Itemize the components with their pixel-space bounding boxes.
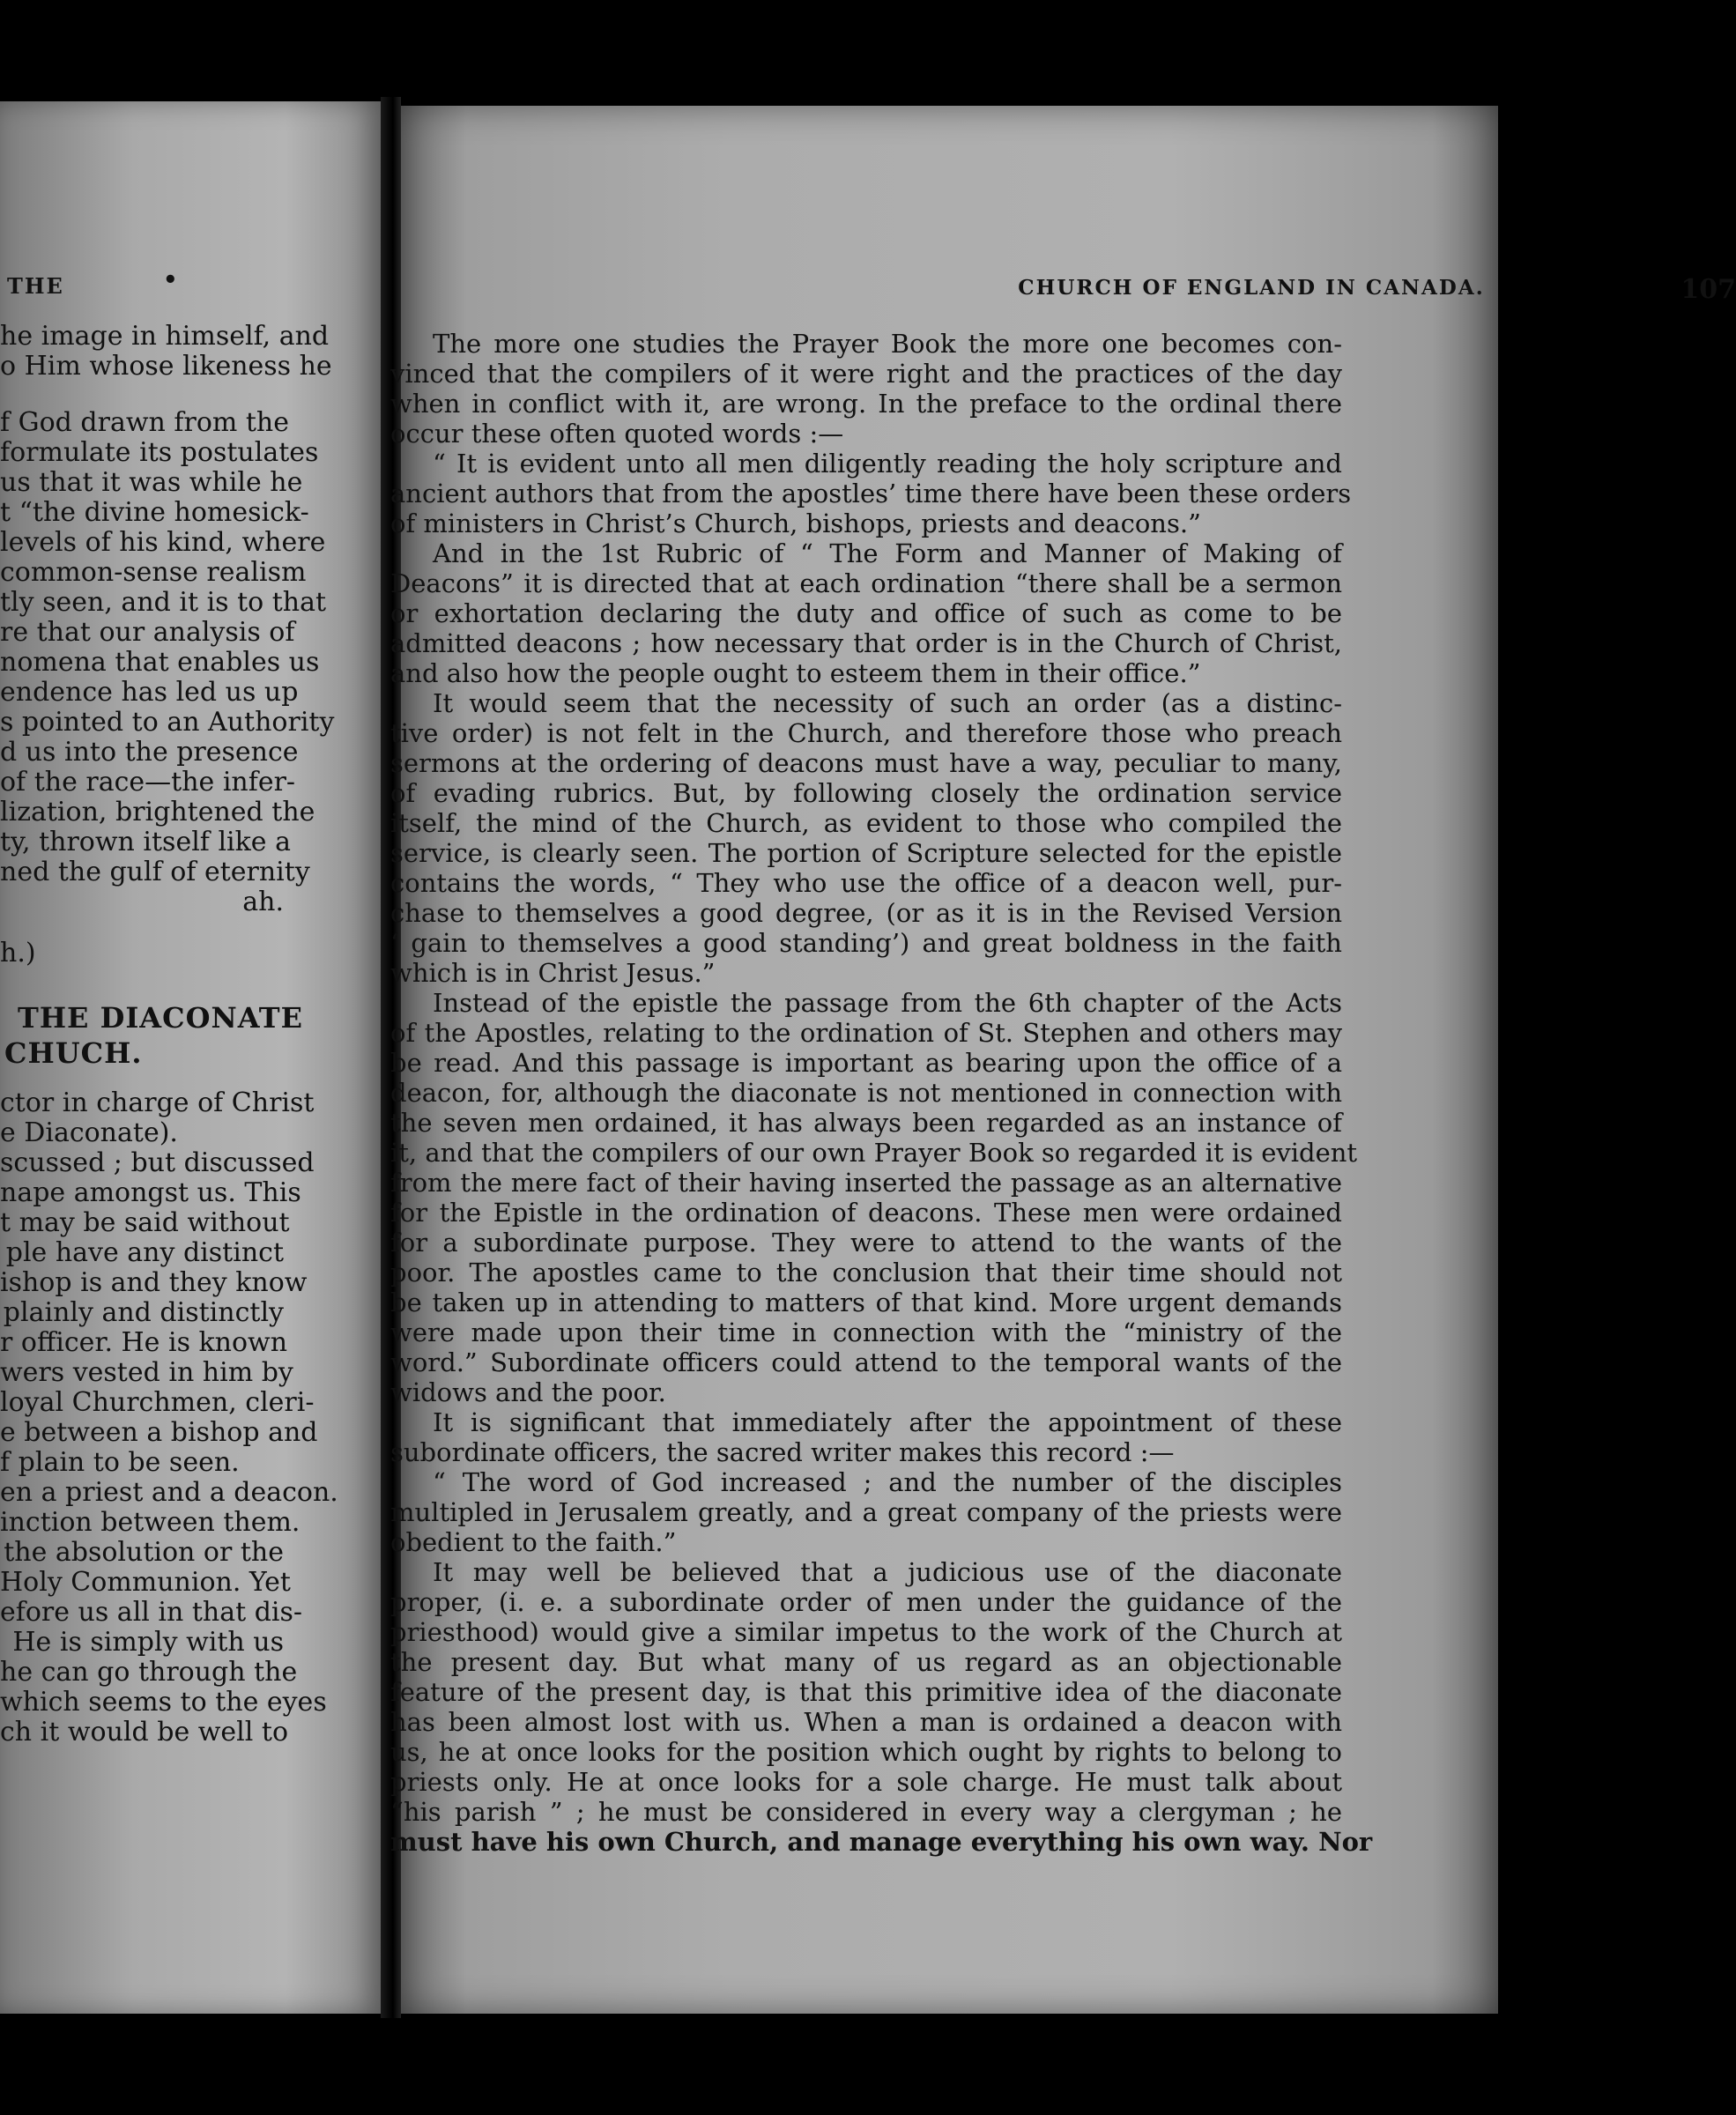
body-line: priesthood) would give a similar impetus to the work of the Church at: [390, 1617, 1342, 1647]
body-line: vinced that the compilers of it were right and the practices of the day: [390, 359, 1342, 389]
page-number: 107: [1680, 274, 1736, 305]
spacer: [0, 382, 284, 408]
left-text-line: r officer. He is known: [0, 1327, 288, 1358]
left-running-head: THE: [7, 273, 64, 299]
running-title: CHURCH OF ENGLAND IN CANADA.: [1018, 276, 1485, 300]
left-section-heading: CHUCH.: [4, 1036, 143, 1070]
body-line: the seven men ordained, it has always been regarded as an instance of: [390, 1108, 1342, 1138]
body-line: It may well be believed that a judicious use of the diaconate: [433, 1557, 1342, 1587]
body-line: of ministers in Christ’s Church, bishops, priests and deacons.”: [390, 508, 1201, 538]
body-line: obedient to the faith.”: [390, 1527, 677, 1557]
left-text-line: f plain to be seen.: [0, 1447, 240, 1478]
body-line: be read. And this passage is important as bearing upon the office of a: [390, 1048, 1342, 1078]
body-line: for a subordinate purpose. They were to attend to the wants of the: [390, 1228, 1342, 1258]
body-line: “ It is evident unto all men diligently reading the holy scripture and: [433, 449, 1342, 479]
body-line: were made upon their time in connection with the “ministry of the: [390, 1317, 1342, 1347]
body-line: chase to themselves a good degree, (or as it is in the Revised Version: [390, 898, 1342, 928]
right-page: [390, 106, 1736, 2014]
body-line: service, is clearly seen. The portion of Scripture selected for the epistle: [390, 838, 1342, 868]
left-text-line: nape amongst us. This: [0, 1177, 301, 1208]
body-line: admitted deacons ; how necessary that order is in the Church of Christ,: [390, 628, 1342, 658]
body-line: “ The word of God increased ; and the number of the disciples: [433, 1467, 1342, 1497]
body-line: It would seem that the necessity of such an order (as a distinc-: [433, 688, 1342, 718]
left-text-line: wers vested in him by: [0, 1357, 293, 1388]
body-line: “his parish ” ; he must be considered in every way a clergyman ; he: [390, 1797, 1342, 1827]
body-line: word.” Subordinate officers could attend to the temporal wants of the: [390, 1347, 1342, 1377]
body-line: widows and the poor.: [390, 1377, 666, 1407]
left-text-line: lization, brightened the: [0, 797, 315, 827]
left-head-mark: •: [163, 267, 178, 293]
left-text-line: d us into the presence: [0, 737, 299, 768]
body-line: subordinate officers, the sacred writer makes this record :—: [390, 1437, 1175, 1467]
left-text-line: us that it was while he: [0, 467, 303, 498]
left-page: [0, 101, 381, 2014]
left-text-line: Holy Communion. Yet: [0, 1567, 291, 1598]
left-text-line: t “the divine homesick-: [0, 497, 309, 528]
left-text-line: endence has led us up: [0, 677, 299, 708]
left-text-line: of the race—the infer-: [0, 767, 296, 798]
left-text-line: ctor in charge of Christ: [0, 1087, 315, 1118]
spacer: [0, 917, 284, 939]
left-text-line: He is simply with us: [12, 1627, 284, 1658]
body-line: multipled in Jerusalem greatly, and a great company of the priests were: [390, 1497, 1342, 1527]
left-text-line: f God drawn from the: [0, 407, 289, 438]
left-text-line: re that our analysis of: [0, 617, 295, 648]
left-text-line: ah.: [242, 887, 284, 917]
left-text-line: levels of his kind, where: [0, 527, 326, 558]
left-text-line: plainly and distinctly: [3, 1297, 284, 1328]
body-line: when in conflict with it, are wrong. In the preface to the ordinal there: [390, 389, 1342, 419]
body-line: poor. The apostles came to the conclusion that their time should not: [390, 1258, 1342, 1288]
body-line: contains the words, “ They who use the office of a deacon well, pur-: [390, 868, 1342, 898]
body-line: be taken up in attending to matters of that kind. More urgent demands: [390, 1288, 1342, 1317]
body-line: has been almost lost with us. When a man is ordained a deacon with: [390, 1707, 1342, 1737]
body-line: Instead of the epistle the passage from the 6th chapter of the Acts: [433, 988, 1342, 1018]
body-line: of the Apostles, relating to the ordination of St. Stephen and others may: [390, 1018, 1342, 1048]
left-text-line: loyal Churchmen, cleri-: [0, 1387, 315, 1418]
left-text-line: ty, thrown itself like a: [0, 827, 291, 857]
left-text-line: ple have any distinct: [5, 1237, 284, 1268]
left-section-heading: THE DIACONATE: [18, 1001, 303, 1035]
body-line: the present day. But what many of us regard as an objectionable: [390, 1647, 1342, 1677]
body-line: of evading rubrics. But, by following closely the ordination service: [390, 778, 1342, 808]
left-text-line: he image in himself, and: [0, 321, 330, 352]
left-text-line: which seems to the eyes: [0, 1687, 327, 1718]
body-line: priests only. He at once looks for a sole charge. He must talk about: [390, 1767, 1342, 1797]
body-line: And in the 1st Rubric of “ The Form and Manner of Making of: [433, 538, 1342, 568]
left-text-line: e between a bishop and: [0, 1417, 318, 1448]
spacer: [0, 1071, 284, 1088]
article-body: [390, 329, 1373, 1857]
left-text-line: en a priest and a deacon.: [0, 1477, 338, 1508]
body-line: which is in Christ Jesus.”: [390, 958, 716, 988]
body-line: for the Epistle in the ordination of deacons. These men were ordained: [390, 1198, 1342, 1228]
left-text-line: common-sense realism: [0, 557, 307, 588]
left-text-line: s pointed to an Authority: [0, 707, 335, 738]
body-line: It is significant that immediately after the appointment of these: [433, 1407, 1342, 1437]
left-text-line: he can go through the: [0, 1657, 298, 1688]
left-signature: h.): [0, 938, 36, 968]
left-page-text: [0, 321, 338, 1748]
body-line: The more one studies the Prayer Book the more one becomes con-: [433, 329, 1342, 359]
body-line: ancient authors that from the apostles’ time there have been these orders: [390, 479, 1352, 508]
left-text-line: ishop is and they know: [0, 1267, 308, 1298]
body-line: tive order) is not felt in the Church, and therefore those who preach: [390, 718, 1342, 748]
body-line: it, and that the compilers of our own Prayer Book so regarded it is evident: [390, 1138, 1358, 1168]
left-text-line: o Him whose likeness he: [0, 351, 332, 382]
left-text-line: e Diaconate).: [0, 1117, 178, 1148]
body-line: deacon, for, although the diaconate is not mentioned in connection with: [390, 1078, 1342, 1108]
left-text-line: formulate its postulates: [0, 437, 319, 468]
left-text-line: t may be said without: [0, 1207, 290, 1238]
body-line: from the mere fact of their having inserted the passage as an alternative: [390, 1168, 1342, 1198]
body-line: or exhortation declaring the duty and office of such as come to be: [390, 598, 1342, 628]
left-text-line: ch it would be well to: [0, 1717, 289, 1748]
left-text-line: inction between them.: [0, 1507, 300, 1538]
body-line: occur these often quoted words :—: [390, 419, 844, 449]
left-text-line: nomena that enables us: [0, 647, 320, 678]
body-line: must have his own Church, and manage everything his own way. Nor: [390, 1827, 1373, 1857]
left-text-line: efore us all in that dis-: [0, 1597, 303, 1628]
left-text-line: ned the gulf of eternity: [0, 857, 310, 887]
body-line: proper, (i. e. a subordinate order of men under the guidance of the: [390, 1587, 1342, 1617]
body-line: sermons at the ordering of deacons must have a way, peculiar to many,: [390, 748, 1342, 778]
body-line: and also how the people ought to esteem them in their office.”: [390, 658, 1201, 688]
body-line: Deacons” it is directed that at each ordination “there shall be a sermon: [390, 568, 1342, 598]
body-line: ‘ gain to themselves a good standing’) and great boldness in the faith: [390, 928, 1342, 958]
body-line: us, he at once looks for the position which ought by rights to belong to: [390, 1737, 1342, 1767]
spacer: [0, 968, 284, 1000]
body-line: feature of the present day, is that this primitive idea of the diaconate: [390, 1677, 1342, 1707]
left-text-line: the absolution or the: [4, 1537, 284, 1568]
left-text-line: scussed ; but discussed: [0, 1147, 315, 1178]
body-line: itself, the mind of the Church, as evident to those who compiled the: [390, 808, 1342, 838]
left-text-line: tly seen, and it is to that: [0, 587, 327, 618]
